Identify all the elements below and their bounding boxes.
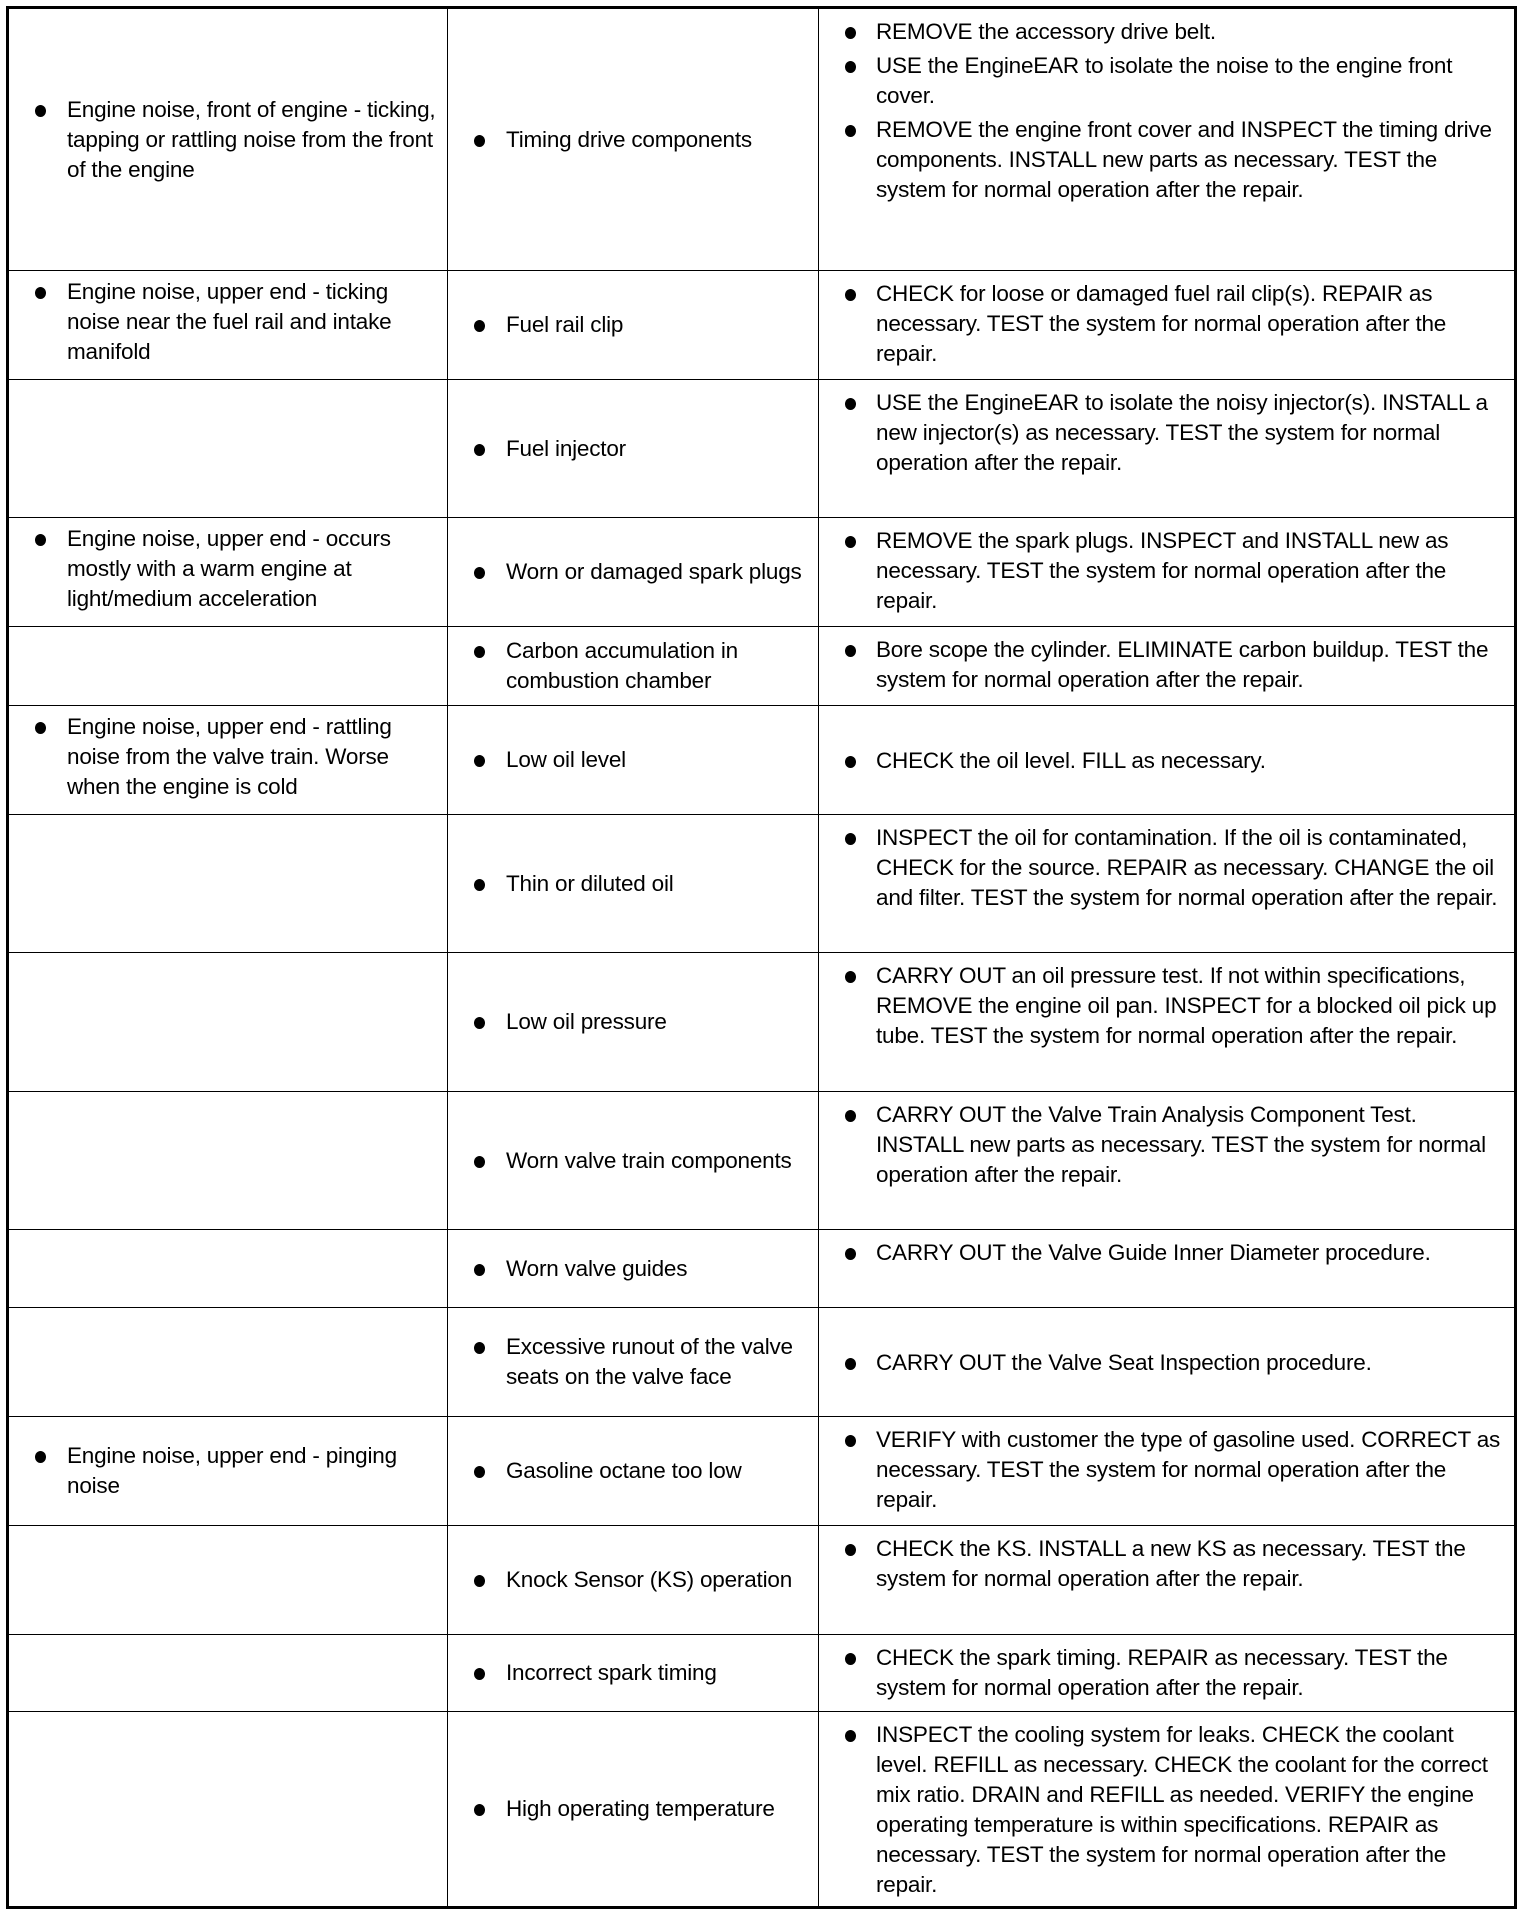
- action-cell: [819, 1712, 1516, 1908]
- table-row: [8, 518, 1516, 627]
- cause-cell: [448, 518, 819, 627]
- action-cell: [819, 380, 1516, 518]
- cause-text: Gasoline octane too low: [458, 1456, 808, 1486]
- action-step: REMOVE the accessory drive belt.: [829, 17, 1504, 47]
- cause-text: Fuel injector: [458, 434, 808, 464]
- condition-cell: [8, 627, 448, 706]
- action-step: CHECK for loose or damaged fuel rail clip(s). REPAIR as necessary. TEST the system for normal operation after the repair.: [829, 279, 1504, 369]
- cause-text: Low oil pressure: [458, 1007, 808, 1037]
- cause-text: Knock Sensor (KS) operation: [458, 1565, 808, 1595]
- cause-text: Worn valve train components: [458, 1146, 808, 1176]
- cause-text: Thin or diluted oil: [458, 869, 808, 899]
- table-row: [8, 1092, 1516, 1230]
- cause-text: Carbon accumulation in combustion chamber: [458, 636, 808, 696]
- cause-cell: [448, 1417, 819, 1526]
- action-step: USE the EngineEAR to isolate the noise to the engine front cover.: [829, 51, 1504, 111]
- cause-cell: [448, 1635, 819, 1712]
- cause-cell: [448, 815, 819, 953]
- action-cell: [819, 706, 1516, 815]
- table-row: [8, 706, 1516, 815]
- table-row: [8, 953, 1516, 1092]
- table-row: [8, 627, 1516, 706]
- table-row: [8, 1712, 1516, 1908]
- action-step: REMOVE the spark plugs. INSPECT and INSTALL new as necessary. TEST the system for normal operation after the repair.: [829, 526, 1504, 616]
- action-cell: [819, 1417, 1516, 1526]
- action-step: CARRY OUT the Valve Train Analysis Component Test. INSTALL new parts as necessary. TEST the system for normal operation after the repair.: [829, 1100, 1504, 1190]
- cause-cell: [448, 627, 819, 706]
- table-row: [8, 1308, 1516, 1417]
- table-row: [8, 815, 1516, 953]
- condition-cell: [8, 706, 448, 815]
- action-step: CHECK the spark timing. REPAIR as necessary. TEST the system for normal operation after the repair.: [829, 1643, 1504, 1703]
- cause-text: Excessive runout of the valve seats on the valve face: [458, 1332, 808, 1392]
- action-step: CHECK the KS. INSTALL a new KS as necessary. TEST the system for normal operation after the repair.: [829, 1534, 1504, 1594]
- cause-text: Worn or damaged spark plugs: [458, 557, 808, 587]
- condition-cell: [8, 1635, 448, 1712]
- cause-text: Low oil level: [458, 745, 808, 775]
- cause-cell: [448, 1230, 819, 1308]
- table-row: [8, 1230, 1516, 1308]
- cause-cell: [448, 380, 819, 518]
- condition-cell: [8, 1230, 448, 1308]
- action-cell: [819, 627, 1516, 706]
- action-cell: [819, 8, 1516, 271]
- condition-cell: [8, 1308, 448, 1417]
- table-row: [8, 1526, 1516, 1635]
- condition-cell: [8, 1417, 448, 1526]
- action-step: VERIFY with customer the type of gasoline used. CORRECT as necessary. TEST the system for normal operation after the repair.: [829, 1425, 1504, 1515]
- table-row: [8, 271, 1516, 380]
- cause-text: Worn valve guides: [458, 1254, 808, 1284]
- cause-text: Fuel rail clip: [458, 310, 808, 340]
- condition-text: Engine noise, upper end - occurs mostly with a warm engine at light/medium acceleration: [19, 524, 437, 614]
- condition-text: Engine noise, front of engine - ticking, tapping or rattling noise from the front of the engine: [19, 95, 437, 185]
- action-step: USE the EngineEAR to isolate the noisy injector(s). INSTALL a new injector(s) as necessary. TEST the system for normal operation after the repair.: [829, 388, 1504, 478]
- action-cell: [819, 1230, 1516, 1308]
- condition-text: Engine noise, upper end - pinging noise: [19, 1441, 437, 1501]
- action-step: CARRY OUT an oil pressure test. If not within specifications, REMOVE the engine oil pan. INSPECT for a blocked oil pick up tube. TEST the system for normal operation after the repair.: [829, 961, 1504, 1051]
- action-step: REMOVE the engine front cover and INSPECT the timing drive components. INSTALL new parts as necessary. TEST the system for normal operation after the repair.: [829, 115, 1504, 205]
- table-row: [8, 8, 1516, 271]
- condition-cell: [8, 271, 448, 380]
- condition-cell: [8, 380, 448, 518]
- action-cell: [819, 953, 1516, 1092]
- condition-cell: [8, 8, 448, 271]
- cause-cell: [448, 1308, 819, 1417]
- condition-cell: [8, 518, 448, 627]
- condition-text: Engine noise, upper end - ticking noise near the fuel rail and intake manifold: [19, 277, 437, 367]
- action-step: CARRY OUT the Valve Guide Inner Diameter procedure.: [829, 1238, 1504, 1268]
- action-cell: [819, 1635, 1516, 1712]
- table-row: [8, 380, 1516, 518]
- cause-cell: [448, 271, 819, 380]
- table-row: [8, 1635, 1516, 1712]
- condition-cell: [8, 953, 448, 1092]
- action-step: INSPECT the oil for contamination. If the oil is contaminated, CHECK for the source. REPAIR as necessary. CHANGE the oil and filter. TEST the system for normal operation after the repair.: [829, 823, 1504, 913]
- cause-text: Timing drive components: [458, 125, 808, 155]
- cause-text: High operating temperature: [458, 1794, 808, 1824]
- action-step: CARRY OUT the Valve Seat Inspection procedure.: [829, 1348, 1504, 1378]
- condition-cell: [8, 815, 448, 953]
- condition-text: Engine noise, upper end - rattling noise from the valve train. Worse when the engine is cold: [19, 712, 437, 802]
- cause-cell: [448, 1712, 819, 1908]
- condition-cell: [8, 1526, 448, 1635]
- action-cell: [819, 518, 1516, 627]
- cause-cell: [448, 8, 819, 271]
- action-cell: [819, 1092, 1516, 1230]
- action-step: CHECK the oil level. FILL as necessary.: [829, 746, 1504, 776]
- cause-text: Incorrect spark timing: [458, 1658, 808, 1688]
- condition-cell: [8, 1092, 448, 1230]
- condition-cell: [8, 1712, 448, 1908]
- cause-cell: [448, 706, 819, 815]
- action-cell: [819, 271, 1516, 380]
- action-cell: [819, 1308, 1516, 1417]
- cause-cell: [448, 1526, 819, 1635]
- table-row: [8, 1417, 1516, 1526]
- action-cell: [819, 815, 1516, 953]
- action-cell: [819, 1526, 1516, 1635]
- action-step: Bore scope the cylinder. ELIMINATE carbon buildup. TEST the system for normal operation after the repair.: [829, 635, 1504, 695]
- cause-cell: [448, 953, 819, 1092]
- cause-cell: [448, 1092, 819, 1230]
- action-step: INSPECT the cooling system for leaks. CHECK the coolant level. REFILL as necessary. CHECK the coolant for the correct mix ratio. DRAIN and REFILL as needed. VERIFY the engine operating temperature is within specifications. REPAIR as necessary. TEST the system for normal operation after the repair.: [829, 1720, 1504, 1900]
- diagnostic-table: [6, 6, 1517, 1909]
